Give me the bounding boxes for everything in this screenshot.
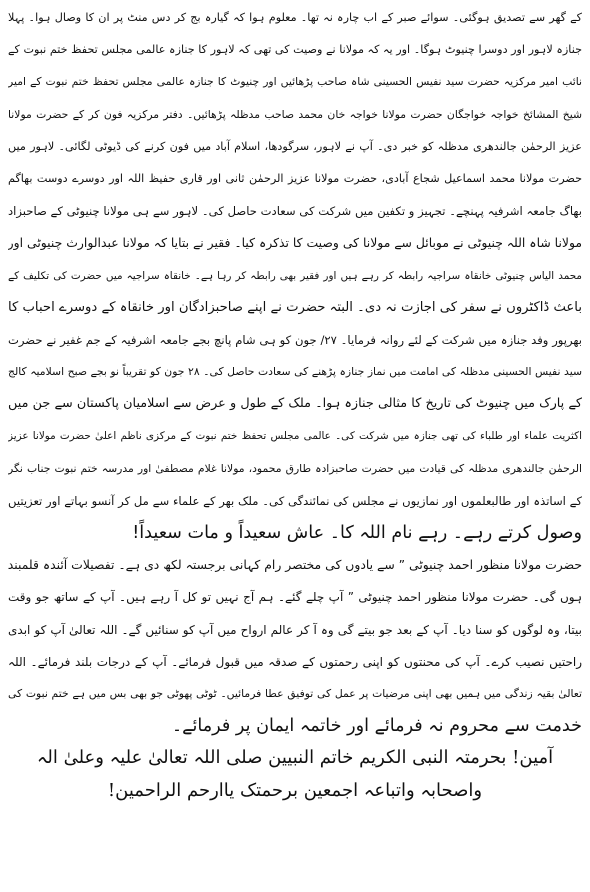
text-line: نائب امیر مرکزیہ حضرت سید نفیس الحسینی شاہ صاحب پڑھائیں اور چنیوٹ کا جنازہ عالمی مجلس تحفظ ختم نبوت کے امیر bbox=[8, 75, 582, 89]
text-line: حضرت مولانا محمد اسماعیل شجاع آبادی، حضرت مولانا عزیز الرحمٰن ثانی اور قاری حفیظ اللہ اور دوسرے دوست بھاگم bbox=[8, 171, 582, 185]
text-line: سید نفیس الحسینی مدظلہ کی امامت میں نماز جنازہ پڑھنے کی سعادت حاصل کی۔ ۲۸ جون کو تقریباً نو بجے صبح اسلامیہ کالج bbox=[8, 365, 582, 379]
text-line: عزیز الرحمٰن جالندھری مدظلہ کو خبر دی۔ آپ نے لاہور، سرگودھا، اسلام آباد میں فون کرنے کی ڈیوٹی لگائی۔ لاہور میں bbox=[8, 139, 582, 153]
text-line: کے پارک میں چنیوٹ کی تاریخ کا مثالی جنازہ ہوا۔ ملک کے طول و عرض سے اسلامیان پاکستان سے جن میں bbox=[8, 396, 582, 412]
text-line: باعث ڈاکٹروں نے سفر کی اجازت نہ دی۔ البتہ حضرت نے اپنے صاحبزادگان اور خانقاہ کے دوسرے احباب کا bbox=[8, 299, 582, 315]
text-line: حضرت مولانا منظور احمد چنیوٹی ” سے یادوں کی مختصر رام کہانی برجستہ لکھ دی ہے۔ تفصیلات آئندہ قلمبند bbox=[8, 557, 582, 573]
text-line: ہوں گی۔ حضرت مولانا منظور احمد چنیوٹی ” آپ چلے گئے۔ ہم آج نہیں تو کل آ رہے ہیں۔ آپ کے ساتھ جو وقت bbox=[8, 590, 582, 605]
text-line: کے گھر سے تصدیق ہوگئی۔ سوائے صبر کے اب چارہ نہ تھا۔ معلوم ہوا کہ گیارہ بج کر دس منٹ پر ان کا وصال ہوا۔ پہلا bbox=[8, 11, 582, 24]
text-line: شیخ المشائخ خواجہ خواجگان حضرت مولانا خواجہ خان محمد صاحب مدظلہ پڑھائیں۔ دفتر مرکزیہ فون کر کے حضرت مولانا bbox=[8, 107, 582, 121]
paragraph-remembrance bbox=[8, 549, 582, 742]
text-line: راحتیں نصیب کرے۔ آپ کی محنتوں کو اپنی رحمتوں کے صدقہ میں قبول فرمائے۔ آپ کے درجات بلند فرمائے۔ اللہ bbox=[8, 654, 582, 669]
text-line-last: خدمت سے محروم نہ فرمائے اور خاتمہ ایمان پر فرمائے۔ bbox=[171, 716, 582, 737]
closing-supplication bbox=[8, 742, 582, 806]
text-line: بھرپور وفد جنازہ میں شرکت کے لئے روانہ فرمایا۔ ۲۷/ جون کو ہی شام پانچ بجے جامعہ اشرفیہ کے جم غفیر نے حضرت bbox=[8, 332, 582, 347]
paragraph-funeral-account bbox=[8, 2, 582, 549]
text-line: الرحمٰن جالندھری مدظلہ کی قیادت میں حضرت صاحبزادہ طارق محمود، مولانا غلام مصطفیٰ اور مدرسہ ختم نبوت جناب نگر bbox=[8, 461, 582, 475]
text-line: تعالیٰ بقیہ زندگی میں ہمیں بھی اپنی مرضیات پر عمل کی توفیق عطا فرمائیں۔ ٹوٹی پھوٹی جو بھی بس میں ہے ختم نبوت کی bbox=[8, 686, 582, 700]
text-line: مولانا شاہ اللہ چنیوٹی نے موبائل سے مولانا کی وصیت کا تذکرہ کیا۔ فقیر نے بتایا کہ مولانا عبدالوارث چنیوٹی اور bbox=[8, 235, 582, 251]
text-line: بیتا، وہ لوگوں کو سنا دیا۔ آپ کے بعد جو بیتے گی وہ آ کر عالم ارواح میں آپ کو سنائیں گے۔ اللہ تعالیٰ آپ کو ابدی bbox=[8, 622, 582, 637]
supplication-line: واصحابہ واتباعہ اجمعین برحمتک یاارحم الراحمین! bbox=[107, 779, 483, 801]
text-line: محمد الیاس چنیوٹی خانقاہ سراجیہ رابطہ کر رہے ہیں اور فقیر بھی رابطہ کر رہا ہے۔ خانقاہ سراجیہ میں حضرت کی تکلیف کے bbox=[8, 269, 582, 282]
text-line: کے اساتذہ اور طالبعلموں اور نمازیوں نے مجلس کی نمائندگی کی۔ ملک بھر کے علماء سے مل کر آنسو بہاتے اور تعزیتیں bbox=[8, 493, 582, 508]
text-line: بھاگ جامعہ اشرفیہ پہنچے۔ تجہیز و تکفین میں شرکت کی سعادت حاصل کی۔ لاہور سے ہی مولانا چنیوٹی کے صاحبزاد bbox=[8, 204, 582, 219]
text-line-last: وصول کرتے رہے۔ رہے نام اللہ کا۔ عاش سعیداً و مات سعیداً! bbox=[132, 523, 582, 543]
text-line: اکثریت علماء اور طلباء کی تھی جنازہ میں شرکت کی۔ عالمی مجلس تحفظ ختم نبوت کے مرکزی ناظم اعلیٰ حضرت مولانا عزیز bbox=[8, 430, 582, 443]
text-line: جنازہ لاہور اور دوسرا چنیوٹ ہوگا۔ اور یہ کہ مولانا نے وصیت کی تھی کہ لاہور کا جنازہ عالمی مجلس تحفظ ختم نبوت کے bbox=[8, 43, 582, 57]
supplication-line: آمین! بحرمتہ النبی الکریم خاتم النبیین صلی اللہ تعالیٰ علیہ وعلیٰ الہ bbox=[36, 747, 554, 769]
